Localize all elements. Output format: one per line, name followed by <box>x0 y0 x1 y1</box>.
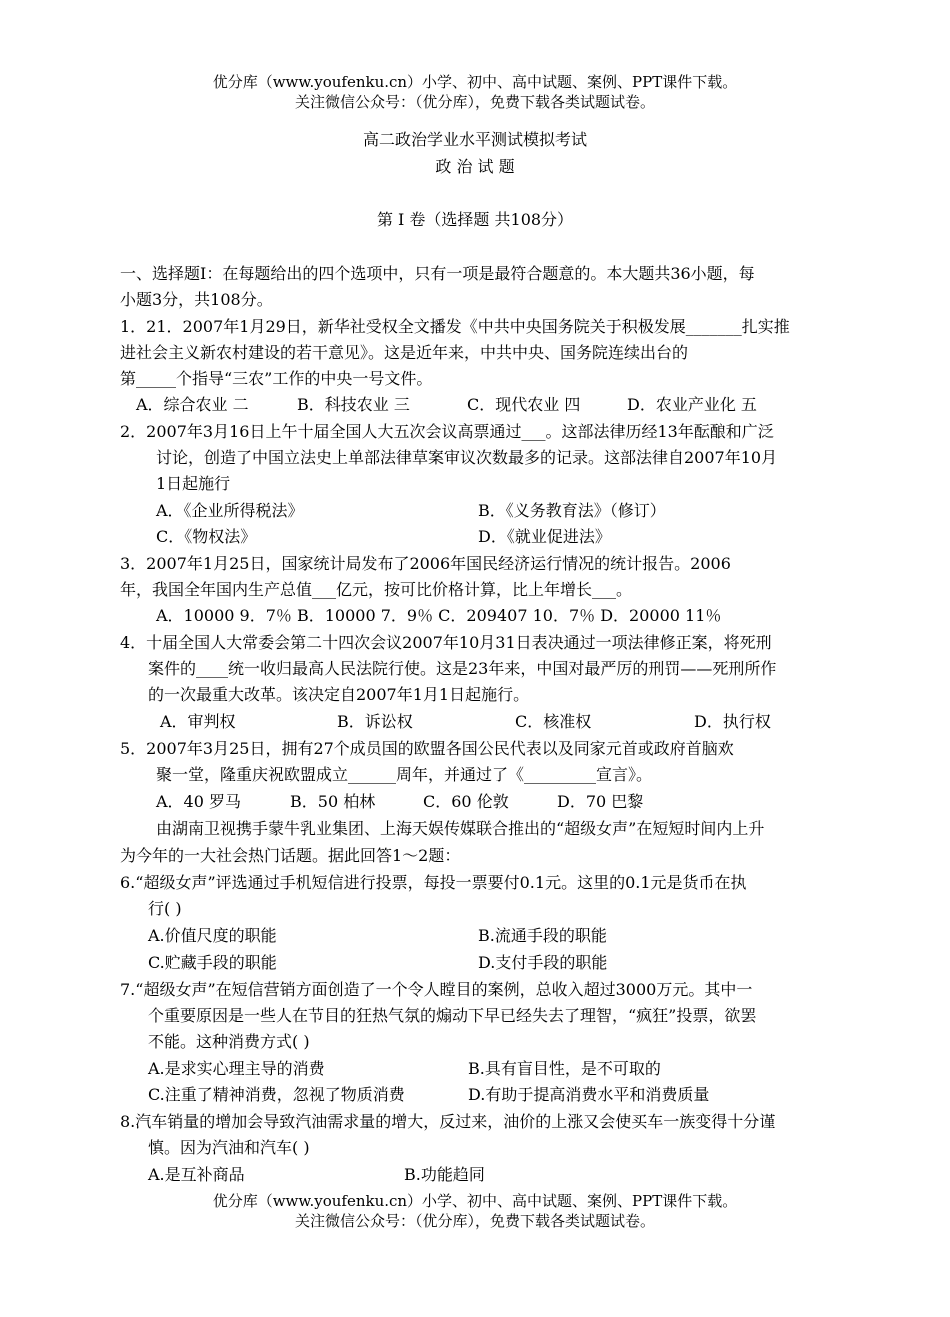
q8-option-a: A.是互补商品 <box>148 1165 245 1184</box>
header-line-2: 关注微信公众号：（优分库），免费下载各类试题试卷。 <box>294 93 655 111</box>
q2-line-2: 讨论，创造了中国立法史上单部法律草案审议次数最多的记录。这部法律自2007年10月 <box>156 448 778 467</box>
q7-line-2: 个重要原因是一些人在节目的狂热气氛的煽动下早已经失去了理智，“疯狂”投票，欲罢 <box>148 1006 757 1025</box>
exam-title: 高二政治学业水平测试模拟考试 <box>362 130 587 149</box>
instructions-line-2: 小题3分，共108分。 <box>120 290 273 309</box>
q1-option-b: B．科技农业 三 <box>297 395 410 414</box>
q1-line-1: 1．21．2007年1月29日，新华社受权全文播发《中共中央国务院关于积极发展_______扎实推 <box>120 317 790 336</box>
q6-line-1: 6.“超级女声”评选通过手机短信进行投票，每投一票要付0.1元。这里的0.1元是货币在执 <box>120 873 747 892</box>
q3-line-2: 年，我国全年国内生产总值___亿元，按可比价格计算，比上年增长___。 <box>120 580 633 599</box>
q3-options: A．10000 9．7％ B．10000 7．9％ C．209407 10．7％ D．20000 11％ <box>156 606 722 625</box>
q5-option-b: B．50 柏林 <box>290 792 376 811</box>
q7-line-3: 不能。这种消费方式( ) <box>148 1032 310 1051</box>
q5-option-a: A．40 罗马 <box>156 792 242 811</box>
q6-option-d: D.支付手段的职能 <box>478 953 608 972</box>
q6-option-c: C.贮藏手段的职能 <box>148 953 277 972</box>
q4-option-d: D．执行权 <box>694 712 771 731</box>
exam-subtitle: 政 治 试 题 <box>435 157 515 176</box>
instructions-line-1: 一、选择题Ⅰ：在每题给出的四个选项中，只有一项是最符合题意的。本大题共36小题，每 <box>120 264 755 283</box>
q4-option-b: B．诉讼权 <box>337 712 413 731</box>
passage-line-1: 由湖南卫视携手蒙牛乳业集团、上海天娱传媒联合推出的“超级女声”在短短时间内上升 <box>156 819 765 838</box>
q5-option-c: C．60 伦敦 <box>423 792 509 811</box>
q1-option-d: D．农业产业化 五 <box>627 395 757 414</box>
q4-line-3: 的一次最重大改革。该决定自2007年1月1日起施行。 <box>148 685 530 704</box>
footer-line-1: 优分库（www.youfenku.cn）小学、初中、高中试题、案例、PPT课件下载。 <box>212 1192 738 1210</box>
q2-option-b: B．《义务教育法》（修订） <box>478 501 666 520</box>
q7-line-1: 7.“超级女声”在短信营销方面创造了一个令人瞠目的案例，总收入超过3000万元。其中一 <box>120 980 753 999</box>
q1-line-2: 进社会主义新农村建设的若干意见》。这是近年来，中共中央、国务院连续出台的 <box>120 343 689 362</box>
footer-line-2: 关注微信公众号：（优分库），免费下载各类试题试卷。 <box>294 1212 655 1230</box>
q5-option-d: D．70 巴黎 <box>557 792 644 811</box>
q5-line-1: 5．2007年3月25日，拥有27个成员国的欧盟各国公民代表以及同家元首或政府首脑欢 <box>120 739 734 758</box>
q1-line-3: 第_____个指导“三农”工作的中央一号文件。 <box>120 369 433 388</box>
q4-line-1: 4．十届全国人大常委会第二十四次会议2007年10月31日表决通过一项法律修正案，将死刑 <box>120 633 772 652</box>
q7-option-a: A.是求实心理主导的消费 <box>148 1059 325 1078</box>
q6-line-2: 行( ) <box>148 899 182 918</box>
q1-option-c: C．现代农业 四 <box>467 395 581 414</box>
q2-line-3: 1日起施行 <box>156 474 231 493</box>
q6-option-b: B.流通手段的职能 <box>478 926 607 945</box>
q8-line-2: 慎。因为汽油和汽车( ) <box>148 1138 310 1157</box>
q4-option-c: C．核准权 <box>515 712 592 731</box>
q5-line-2: 聚一堂，隆重庆祝欧盟成立______周年，并通过了《_________宣言》。 <box>156 765 653 784</box>
q2-option-a: A．《企业所得税法》 <box>156 501 304 520</box>
q8-line-1: 8.汽车销量的增加会导致汽油需求量的增大，反过来，油价的上涨又会使买车一族变得十分谨 <box>120 1112 776 1131</box>
q6-option-a: A.价值尺度的职能 <box>148 926 277 945</box>
q2-option-d: D．《就业促进法》 <box>478 527 611 546</box>
volume-title: 第 Ⅰ 卷（选择题 共108分） <box>376 210 574 229</box>
q4-option-a: A．审判权 <box>160 712 236 731</box>
q2-line-1: 2．2007年3月16日上午十届全国人大五次会议高票通过___。这部法律历经13年酝酿和广泛 <box>120 422 774 441</box>
q1-option-a: A．综合农业 二 <box>136 395 249 414</box>
header-line-1: 优分库（www.youfenku.cn）小学、初中、高中试题、案例、PPT课件下载。 <box>212 73 738 91</box>
q3-line-1: 3．2007年1月25日，国家统计局发布了2006年国民经济运行情况的统计报告。2006 <box>120 554 731 573</box>
q8-option-b: B.功能趋同 <box>404 1165 485 1184</box>
q7-option-b: B.具有盲目性，是不可取的 <box>468 1059 661 1078</box>
q4-line-2: 案件的____统一收归最高人民法院行使。这是23年来，中国对最严厉的刑罚——死刑所作 <box>148 659 777 678</box>
q7-option-d: D.有助于提高消费水平和消费质量 <box>468 1085 710 1104</box>
q7-option-c: C.注重了精神消费，忽视了物质消费 <box>148 1085 405 1104</box>
passage-line-2: 为今年的一大社会热门话题。据此回答1～2题： <box>120 846 461 865</box>
q2-option-c: C．《物权法》 <box>156 527 257 546</box>
